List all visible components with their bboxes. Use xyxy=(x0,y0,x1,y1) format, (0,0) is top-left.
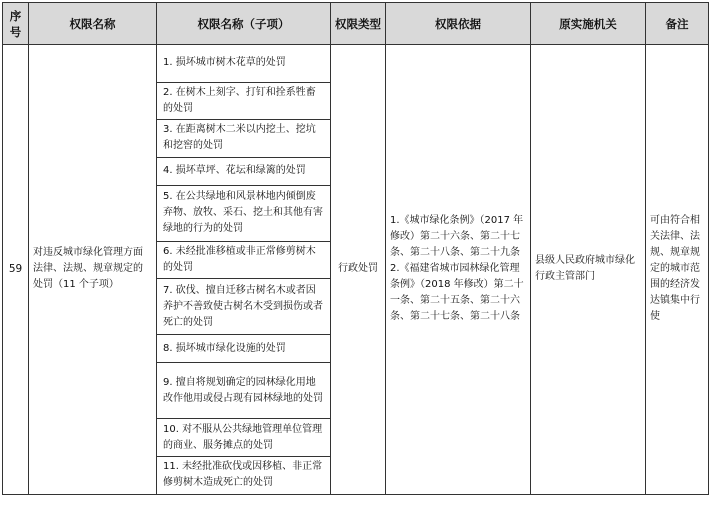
sub-item: 3. 在距离树木二米以内挖土、挖坑和挖窖的处罚 xyxy=(157,120,331,158)
sub-item: 2. 在树木上刻字、打钉和拴系牲畜的处罚 xyxy=(157,82,331,120)
sub-item: 4. 损坏草坪、花坛和绿篱的处罚 xyxy=(157,157,331,185)
header-note: 备注 xyxy=(646,3,709,45)
header-row xyxy=(3,3,709,45)
header-agency: 原实施机关 xyxy=(531,3,646,45)
sub-item: 9. 擅自将规划确定的园林绿化用地改作他用或侵占现有园林绿地的处罚 xyxy=(157,363,331,419)
row-name: 对违反城市绿化管理方面法律、法规、规章规定的处罚（11 个子项） xyxy=(29,45,157,495)
row-agency: 县级人民政府城市绿化行政主管部门 xyxy=(531,45,646,495)
header-sub-name: 权限名称（子项） xyxy=(157,3,331,45)
header-name: 权限名称 xyxy=(29,3,157,45)
sub-item: 5. 在公共绿地和风景林地内倾倒废弃物、放牧、采石、挖土和其他有害绿地的行为的处罚 xyxy=(157,185,331,241)
row-type: 行政处罚 xyxy=(331,45,386,495)
row-note: 可由符合相关法律、法规、规章规定的城市范围的经济发达镇集中行使 xyxy=(646,45,709,495)
sub-item: 8. 损坏城市绿化设施的处罚 xyxy=(157,335,331,363)
table-row xyxy=(3,45,709,83)
header-seq: 序号 xyxy=(3,3,29,45)
header-type: 权限类型 xyxy=(331,3,386,45)
header-basis: 权限依据 xyxy=(386,3,531,45)
sub-item: 11. 未经批准砍伐或因移植、非正常修剪树木造成死亡的处罚 xyxy=(157,456,331,494)
sub-item: 6. 未经批准移植或非正常修剪树木的处罚 xyxy=(157,241,331,279)
sub-item: 7. 砍伐、擅自迁移古树名木或者因养护不善致使古树名木受到损伤或者死亡的处罚 xyxy=(157,279,331,335)
row-basis: 1.《城市绿化条例》（2017 年修改）第二十六条、第二十七条、第二十八条、第二十九条 2.《福建省城市园林绿化管理条例》（2018 年修改）第二十一条、第二十五条、第二十六条、第二十七条、第二十八条 xyxy=(386,45,531,495)
sub-item: 1. 损坏城市树木花草的处罚 xyxy=(157,45,331,83)
authority-table xyxy=(2,2,709,495)
row-seq: 59 xyxy=(3,45,29,495)
sub-item: 10. 对不服从公共绿地管理单位管理的商业、服务摊点的处罚 xyxy=(157,419,331,457)
